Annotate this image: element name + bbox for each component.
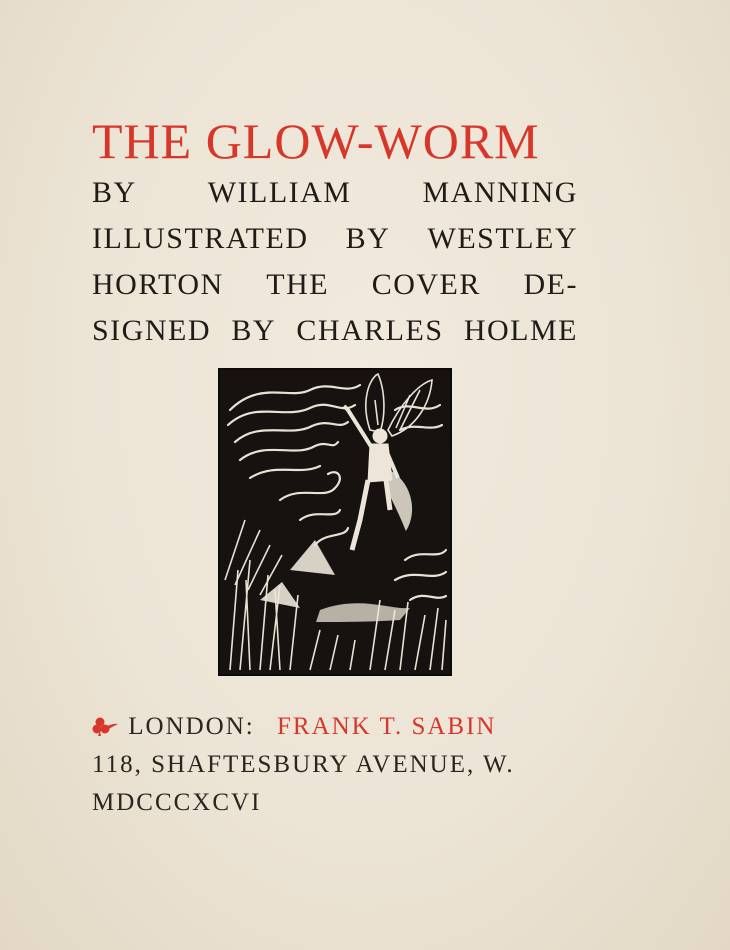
imprint-publisher-line xyxy=(92,708,572,746)
credit-line-1 xyxy=(92,170,578,216)
imprint xyxy=(92,708,572,822)
imprint-city: LONDON: xyxy=(128,713,255,740)
credit-word: DE- xyxy=(523,268,578,301)
credit-word: BY xyxy=(345,222,391,255)
credit-word: BY xyxy=(92,176,137,209)
woodcut-icon xyxy=(220,370,450,674)
fleuron-icon xyxy=(92,715,120,737)
credit-word: BY xyxy=(231,314,276,347)
credit-line-4 xyxy=(92,308,578,354)
imprint-publisher: FRANK T. SABIN xyxy=(277,713,497,740)
credit-word: ILLUSTRATED xyxy=(92,222,309,255)
credit-word: WILLIAM xyxy=(207,176,352,209)
title-block xyxy=(92,112,578,354)
imprint-year: MDCCCXCVI xyxy=(92,789,262,816)
credit-word: WESTLEY xyxy=(427,222,578,255)
book-title: THE GLOW-WORM xyxy=(92,113,540,169)
credit-word: HOLME xyxy=(463,314,578,347)
credit-line-2 xyxy=(92,216,578,262)
credit-word: SIGNED xyxy=(92,314,211,347)
credit-word: MANNING xyxy=(422,176,578,209)
credit-line-3 xyxy=(92,262,578,308)
imprint-address: 118, SHAFTESBURY AVENUE, W. xyxy=(92,751,515,778)
credit-word: THE xyxy=(266,268,330,301)
credit-word: HORTON xyxy=(92,268,224,301)
fairy-woodcut-illustration xyxy=(218,368,452,676)
credit-word: COVER xyxy=(371,268,481,301)
credit-word: CHARLES xyxy=(296,314,444,347)
